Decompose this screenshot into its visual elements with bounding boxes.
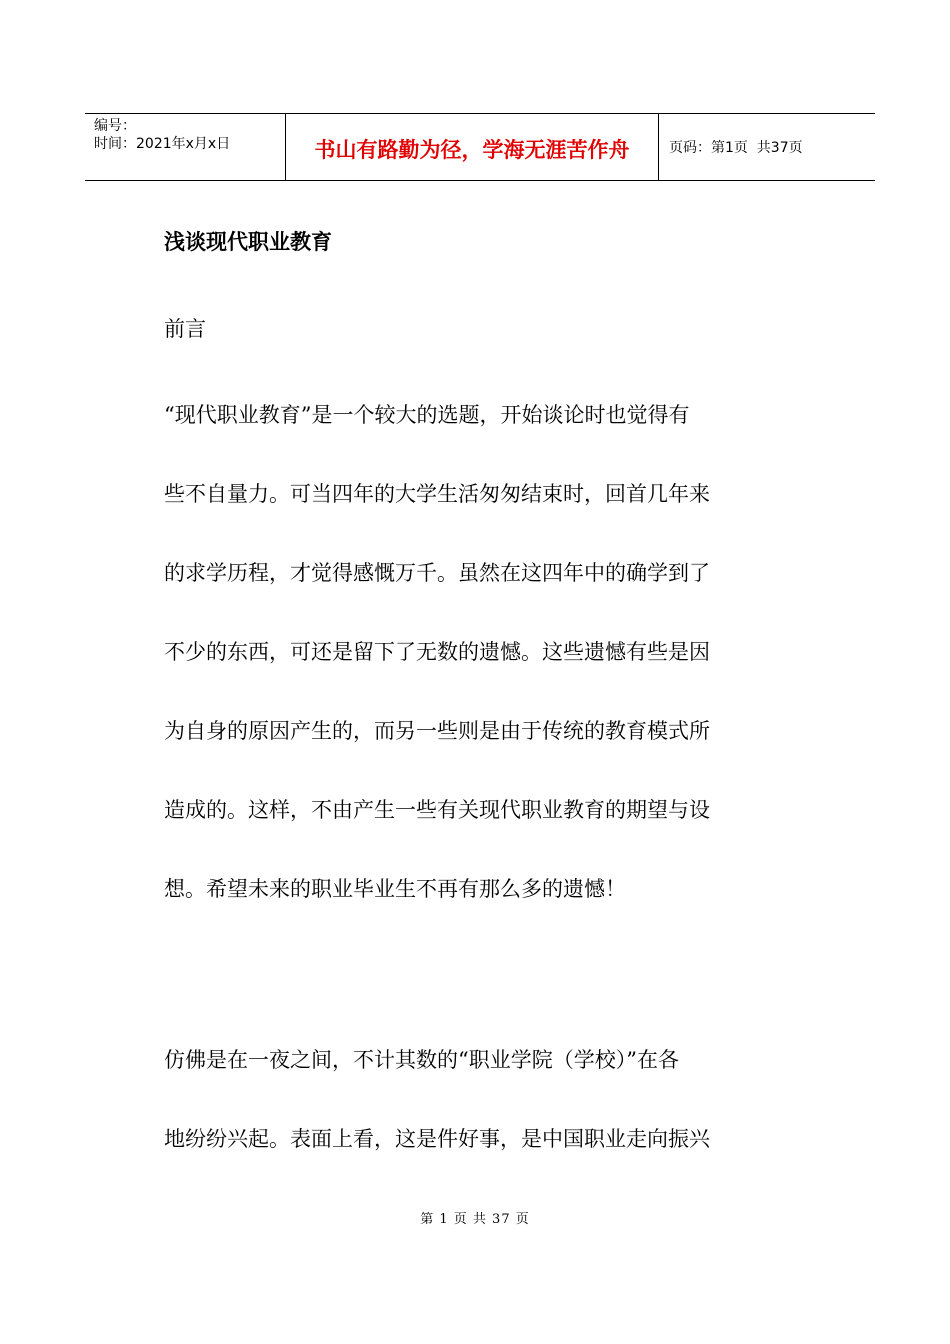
header-motto: 书山有路勤为径，学海无涯苦作舟 <box>286 114 659 180</box>
paragraph-line: 的求学历程，才觉得感慨万千。虽然在这四年中的确学到了 <box>164 561 710 585</box>
paragraph-line: “现代职业教育”是一个较大的选题，开始谈论时也觉得有 <box>164 403 690 427</box>
paragraph-2 <box>164 1021 789 1179</box>
paragraph-line: 不少的东西，可还是留下了无数的遗憾。这些遗憾有些是因 <box>164 640 710 664</box>
paragraph-line: 想。希望未来的职业毕业生不再有那么多的遗憾！ <box>164 877 626 901</box>
paragraph-line: 为自身的原因产生的，而另一些则是由于传统的教育模式所 <box>164 719 710 743</box>
paragraph-line: 地纷纷兴起。表面上看，这是件好事，是中国职业走向振兴 <box>164 1127 710 1151</box>
document-header <box>85 113 875 181</box>
header-page-info <box>659 114 875 180</box>
paragraph-line: 仿佛是在一夜之间，不计其数的“职业学院（学校）”在各 <box>164 1048 679 1072</box>
number-label: 编号： <box>94 118 136 134</box>
paragraph-line: 造成的。这样，不由产生一些有关现代职业教育的期望与设 <box>164 798 710 822</box>
time-label: 时间：2021年x月x日 <box>94 136 231 152</box>
header-meta <box>85 114 286 180</box>
footer-page-text: 第 1 页 共 37 页 <box>420 1212 530 1227</box>
page-footer <box>0 1208 950 1227</box>
page-info-text: 页码：第1页 共37页 <box>669 140 803 156</box>
paragraph-1 <box>164 376 789 929</box>
paragraph-line: 些不自量力。可当四年的大学生活匆匆结束时，回首几年来 <box>164 482 710 506</box>
document-title: 浅谈现代职业教育 <box>164 230 332 254</box>
section-heading: 前言 <box>164 317 206 341</box>
